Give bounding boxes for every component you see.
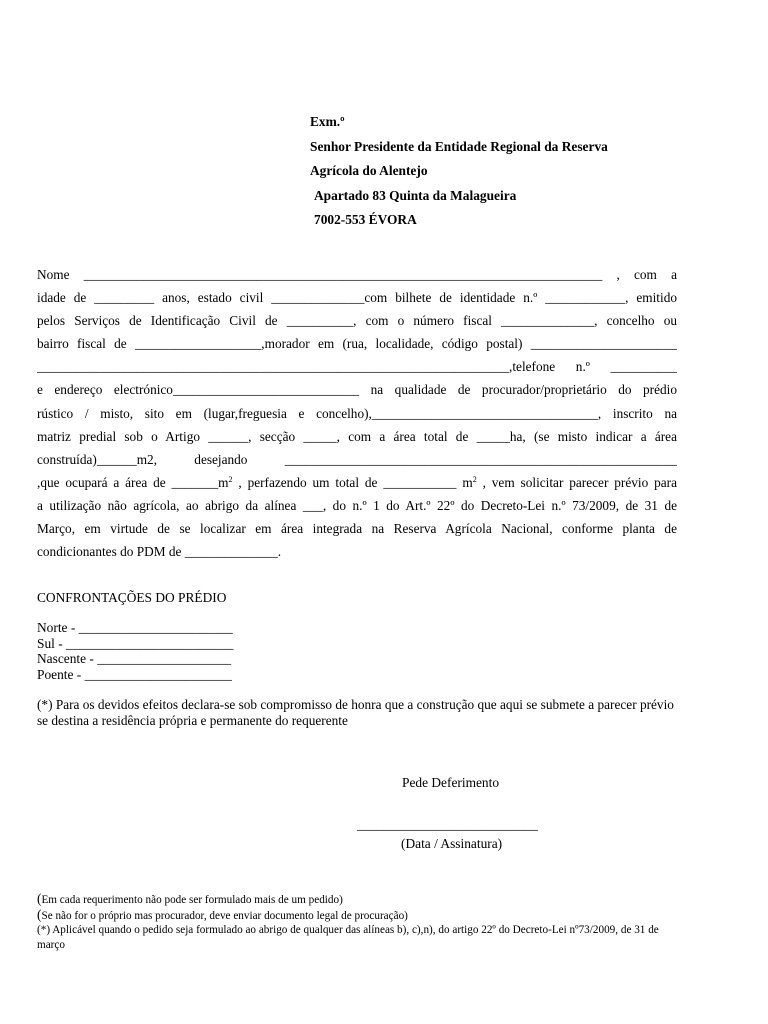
recipient-line-4: 7002-553 ÉVORA: [314, 212, 417, 227]
body-line-7: rústico / misto, sito em (lugar,freguesia e concelho),__________________________________, inscrito na: [37, 405, 677, 421]
recipient-line-3: Apartado 83 Quinta da Malagueira: [314, 187, 517, 203]
squared-mark-2: 2: [472, 474, 477, 484]
body-line-10-a: ,que ocupará a área de _______m: [37, 474, 229, 490]
honor-declaration: (*) Para os devidos efeitos declara-se sob compromisso de honra que a construção que aqui se submete a parecer prévio se destina a residência própria e permanente do requerente: [37, 697, 674, 728]
recipient-address: [310, 110, 676, 233]
confrontacao-poente: Poente - ______________________: [37, 666, 232, 682]
confrontacoes-title: CONFRONTAÇÕES DO PRÉDIO: [37, 590, 227, 605]
recipient-line-2: Agrícola do Alentejo: [310, 163, 428, 178]
recipient-line-1: Senhor Presidente da Entidade Regional da Reserva: [310, 138, 608, 154]
signature-caption: (Data / Assinatura): [401, 836, 503, 851]
pede-deferimento: Pede Deferimento: [402, 775, 500, 790]
body-line-8: matriz predial sob o Artigo ______, secção _____, com a área total de _____ha, (se misto indicar a área: [37, 428, 677, 444]
body-line-9: construída)______m2, desejando ___________________________________________________________: [37, 451, 677, 467]
footnotes: [37, 892, 687, 952]
footnote-1-text: Em cada requerimento não pode ser formulado mais de um pedido): [41, 894, 343, 906]
footnote-2: [37, 908, 687, 924]
body-line-4: bairro fiscal de ___________________,morador em (rua, localidade, código postal) ______________________: [37, 336, 677, 352]
signature-line: ___________________________: [357, 817, 538, 832]
body-line-1: Nome ______________________________________________________________________________ , com a: [37, 267, 677, 282]
request-body: [37, 263, 677, 563]
salutation: Exm.º: [310, 114, 345, 129]
confrontacao-nascente: Nascente - ____________________: [37, 651, 232, 667]
body-line-3: pelos Serviços de Identificação Civil de __________, com o número fiscal ______________, concelho ou: [37, 313, 677, 329]
confrontacao-sul: Sul - _________________________: [37, 635, 234, 651]
body-line-12: Março, em virtude de se localizar em área integrada na Reserva Agrícola Nacional, conforme planta de: [37, 521, 677, 537]
footnote-1: [37, 892, 687, 908]
footnote-2-paren: (: [37, 906, 42, 922]
confrontacoes-list: [37, 620, 233, 682]
body-line-5: _______________________________________________________________________,telefone n.º __________: [37, 359, 677, 375]
body-line-10: [37, 471, 677, 494]
body-line-13: condicionantes do PDM de ______________.: [37, 544, 282, 560]
squared-mark-1: 2: [228, 474, 233, 484]
confrontacao-norte: Norte - _______________________: [37, 620, 233, 635]
footnote-3: (*) Aplicável quando o pedido seja formulado ao abrigo de qualquer das alíneas b), c),n), do artigo 22º do Decreto-Lei nº73/2009, de 31 de março: [37, 924, 659, 951]
footnote-1-paren: (: [37, 891, 42, 906]
footnote-2-text: Se não for o próprio mas procurador, deve enviar documento legal de procuração): [41, 909, 408, 922]
body-line-2: idade de _________ anos, estado civil ______________com bilhete de identidade n.º ____________, emitido: [37, 290, 677, 306]
body-line-10-c: , vem solicitar parecer prévio para: [476, 474, 677, 490]
body-line-11: a utilização não agrícola, ao abrigo da alínea ___, do n.º 1 do Art.º 22º do Decreto-Lei n.º 73/2009, de 31 de: [37, 497, 677, 513]
body-line-10-b: , perfazendo um total de ___________ m: [232, 474, 473, 490]
body-line-6: e endereço electrónico____________________________ na qualidade de procurador/proprietário do prédio: [37, 382, 677, 398]
